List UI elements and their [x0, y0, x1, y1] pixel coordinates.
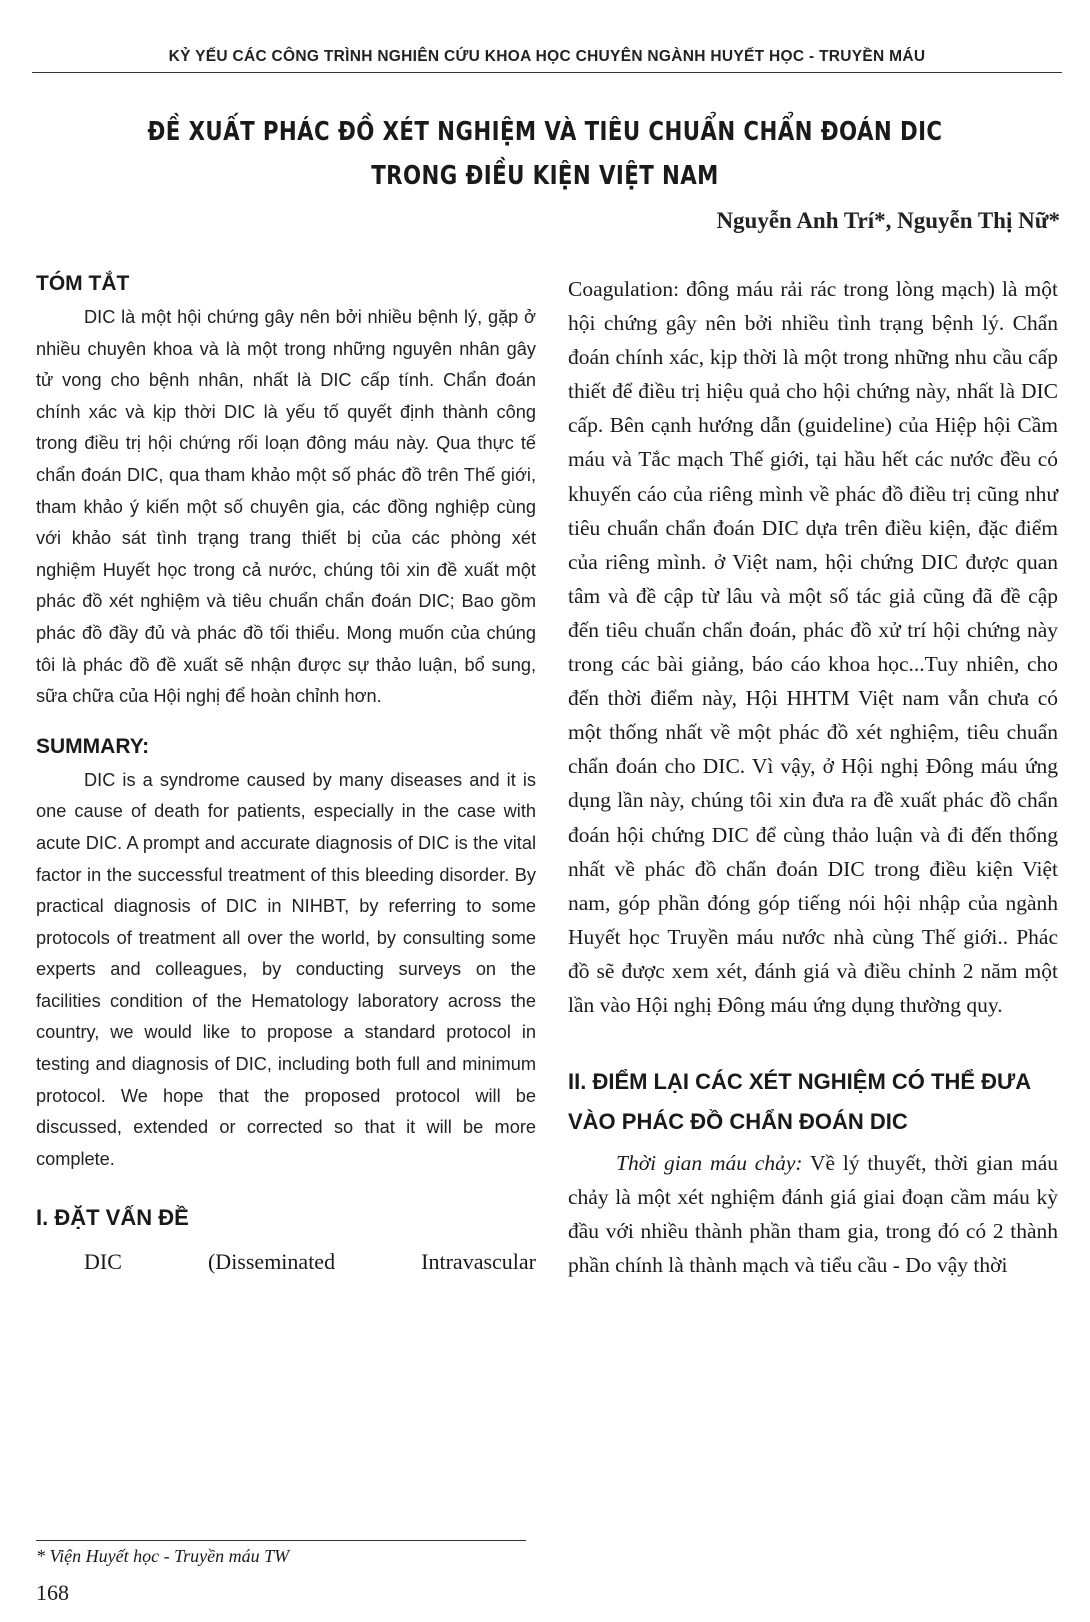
left-column: [36, 272, 536, 1275]
section2-text: Về lý thuyết, thời gian máu chảy là một xét nghiệm đánh giá giai đoạn cầm máu kỳ đầu với nhiều thành phần tham gia, trong đó có 2 thành phần chính là thành mạch và tiểu cầu - Do vậy thời: [568, 1151, 1058, 1278]
intro-word-1: DIC: [84, 1249, 122, 1275]
authors: Nguyễn Anh Trí*, Nguyễn Thị Nữ*: [716, 208, 1060, 233]
right-column: [568, 272, 1058, 1282]
header-rule: [32, 72, 1062, 73]
section2-body: [568, 1146, 1058, 1282]
title-line-1: ĐỀ XUẤT PHÁC ĐỒ XÉT NGHIỆM VÀ TIÊU CHUẨN CHẨN ĐOÁN DIC: [147, 117, 943, 147]
page-number: 168: [36, 1580, 69, 1605]
footnote-rule: [36, 1540, 526, 1541]
tomtat-heading: TÓM TẮT: [36, 272, 130, 295]
summary-heading: SUMMARY:: [36, 734, 150, 758]
section1-intro-line: [36, 1249, 536, 1275]
intro-word-3: Intravascular: [421, 1249, 536, 1275]
section2-lead: Thời gian máu chảy:: [616, 1151, 803, 1176]
summary-body: DIC is a syndrome caused by many diseases and it is one cause of death for patients, especially in the case with acute DIC. A prompt and accurate diagnosis of DIC is the vital factor in the successful treatment of this bleeding disorder. By practical diagnosis of DIC in NIHBT, by referring to some protocols of treatment all over the world, by consulting some experts and colleagues, by conducting surveys on the facilities condition of the Hematology laboratory across the country, we would like to propose a standard protocol in testing and diagnosis of DIC, including both full and minimum protocol. We hope that the proposed protocol will be discussed, extended or corrected so that it will be more complete.: [36, 769, 536, 1169]
title-line-2: TRONG ĐIỀU KIỆN VIỆT NAM: [371, 161, 719, 191]
paper-title: [147, 110, 942, 198]
section1-body: Coagulation: đông máu rải rác trong lòng mạch) là một hội chứng gây nên bởi nhiều tình trạng bệnh lý. Chẩn đoán chính xác, kịp thời là một trong những nhu cầu cấp thiết để điều trị hiệu quả cho hội chứng này, nhất là DIC cấp. Bên cạnh hướng dẫn (guideline) của Hiệp hội Cầm máu và Tắc mạch Thế giới, tại hầu hết các nước đều có khuyến cáo của riêng mình về phác đồ điều trị cũng như tiêu chuẩn chẩn đoán DIC dựa trên điều kiện, đặc điểm của riêng mình. ở Việt nam, hội chứng DIC được quan tâm và đề cập từ lâu và một số tác giả cũng đã đề cập đến tiêu chuẩn chẩn đoán, phác đồ xử trí hội chứng này trong các bài giảng, báo cáo khoa học...Tuy nhiên, cho đến thời điểm này, Hội HHTM Việt nam vẫn chưa có một thống nhất về một phác đồ xét nghiệm, tiêu chuẩn chẩn đoán cho DIC. Vì vậy, ở Hội nghị Đông máu ứng dụng lần này, chúng tôi xin đưa ra đề xuất phác đồ chẩn đoán hội chứng DIC để cùng thảo luận và đi đến thống nhất về phác đồ chẩn đoán DIC trong điều kiện Việt nam, góp phần đóng góp tiếng nói hội nhập của ngành Huyết học Truyền máu nước nhà cùng Thế giới.. Phác đồ sẽ được xem xét, đánh giá và điều chỉnh 2 năm một lần vào Hội nghị Đông máu ứng dụng thường quy.: [568, 277, 1058, 1017]
section1-heading: I. ĐẶT VẤN ĐỀ: [36, 1205, 189, 1231]
section2-heading: II. ĐIỂM LẠI CÁC XÉT NGHIỆM CÓ THỂ ĐƯA VÀO PHÁC ĐỒ CHẨN ĐOÁN DIC: [568, 1069, 1031, 1135]
running-header: KỶ YẾU CÁC CÔNG TRÌNH NGHIÊN CỨU KHOA HỌC CHUYÊN NGÀNH HUYẾT HỌC - TRUYỀN MÁU: [168, 48, 926, 65]
intro-word-2: (Disseminated: [207, 1249, 336, 1275]
footnote: * Viện Huyết học - Truyền máu TW: [36, 1546, 290, 1566]
tomtat-body: DIC là một hội chứng gây nên bởi nhiều bệnh lý, gặp ở nhiều chuyên khoa và là một trong những nguyên nhân gây tử vong cho bệnh nhân, nhất là DIC cấp tính. Chẩn đoán chính xác và kịp thời DIC là yếu tố quyết định thành công trong điều trị hội chứng rối loạn đông máu này. Qua thực tế chẩn đoán DIC, qua tham khảo một số phác đồ trên Thế giới, tham khảo ý kiến một số chuyên gia, các đồng nghiệp cùng với khảo sát tình trạng trang thiết bị của các phòng xét nghiệm Huyết học trong cả nước, chúng tôi xin đề xuất một phác đồ xét nghiệm và tiêu chuẩn chẩn đoán DIC; Bao gồm phác đồ đầy đủ và phác đồ tối thiểu. Mong muốn của chúng tôi là phác đồ đề xuất sẽ nhận được sự thảo luận, bổ sung, sữa chữa của Hội nghị để hoàn chỉnh hơn.: [36, 307, 536, 707]
